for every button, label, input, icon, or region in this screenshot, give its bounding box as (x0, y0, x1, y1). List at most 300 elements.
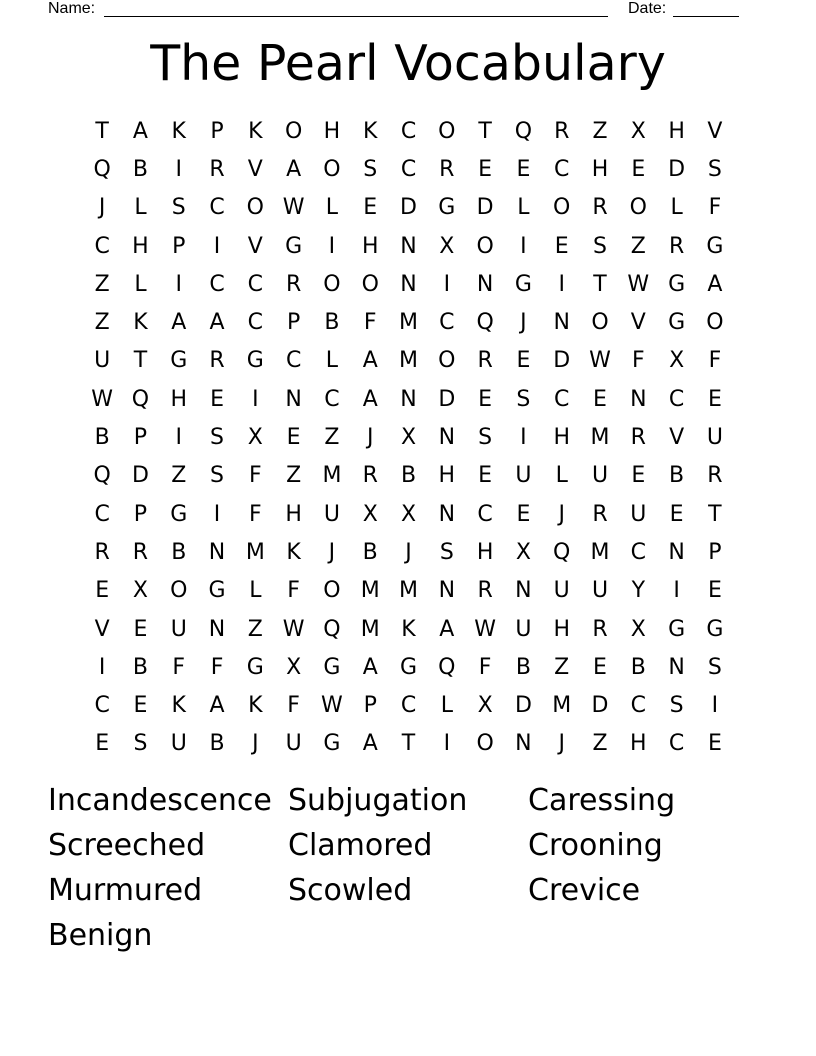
grid-cell[interactable]: Q (93, 463, 111, 489)
grid-cell[interactable]: D (591, 693, 609, 719)
grid-cell[interactable]: E (210, 386, 224, 412)
grid-cell[interactable]: I (175, 156, 182, 182)
grid-cell[interactable]: P (708, 539, 722, 565)
grid-cell[interactable]: M (399, 348, 419, 374)
grid-cell[interactable]: H (132, 233, 149, 259)
grid-cell[interactable]: C (285, 348, 302, 374)
grid-cell[interactable]: K (401, 616, 416, 642)
grid-cell[interactable]: D (131, 463, 149, 489)
grid-cell[interactable]: R (554, 118, 570, 144)
grid-cell[interactable]: A (707, 271, 723, 297)
grid-cell[interactable]: L (517, 195, 530, 221)
grid-cell[interactable]: U (323, 501, 340, 527)
grid-cell[interactable]: B (171, 539, 187, 565)
grid-cell[interactable]: L (325, 195, 339, 221)
grid-cell[interactable]: S (363, 156, 378, 182)
grid-cell[interactable]: E (707, 578, 722, 604)
grid-cell[interactable]: E (631, 156, 646, 182)
grid-cell[interactable]: J (366, 425, 374, 451)
grid-cell[interactable]: U (591, 578, 609, 604)
grid-cell[interactable]: O (629, 195, 647, 221)
grid-cell[interactable]: K (248, 693, 263, 719)
grid-cell[interactable]: A (362, 348, 378, 374)
grid-cell[interactable]: M (552, 693, 572, 719)
grid-cell[interactable]: O (170, 578, 188, 604)
grid-cell[interactable]: H (476, 539, 494, 565)
grid-cell[interactable]: N (668, 539, 685, 565)
grid-cell[interactable]: R (592, 501, 608, 527)
grid-cell[interactable]: C (247, 310, 264, 336)
grid-cell[interactable]: X (669, 348, 685, 374)
grid-cell[interactable]: U (170, 731, 187, 757)
grid-cell[interactable]: F (708, 195, 722, 221)
grid-cell[interactable]: F (249, 463, 262, 489)
grid-cell[interactable]: F (478, 654, 492, 680)
grid-cell[interactable]: Y (631, 578, 646, 604)
grid-cell[interactable]: W (91, 386, 114, 412)
grid-cell[interactable]: L (555, 463, 568, 489)
grid-cell[interactable]: U (515, 616, 532, 642)
grid-cell[interactable]: N (630, 386, 647, 412)
grid-cell[interactable]: G (246, 654, 264, 680)
grid-cell[interactable]: L (325, 348, 339, 374)
grid-cell[interactable]: N (400, 233, 417, 259)
grid-cell[interactable]: S (669, 693, 684, 719)
grid-cell[interactable]: M (360, 616, 380, 642)
grid-cell[interactable]: C (94, 233, 110, 259)
grid-cell[interactable]: H (630, 731, 647, 757)
grid-cell[interactable]: L (134, 271, 147, 297)
grid-cell[interactable]: A (209, 310, 225, 336)
grid-cell[interactable]: V (630, 310, 646, 336)
grid-cell[interactable]: P (210, 118, 224, 144)
grid-cell[interactable]: X (439, 233, 455, 259)
grid-cell[interactable]: X (630, 616, 646, 642)
grid-cell[interactable]: N (515, 731, 532, 757)
word-bank (48, 778, 768, 958)
grid-cell[interactable]: Z (554, 654, 570, 680)
grid-cell[interactable]: Z (630, 233, 646, 259)
grid-cell[interactable]: C (400, 156, 417, 182)
grid-cell[interactable]: L (440, 693, 453, 719)
grid-cell[interactable]: R (209, 348, 225, 374)
grid-cell[interactable]: B (94, 425, 110, 451)
grid-cell[interactable]: E (669, 501, 684, 527)
grid-cell[interactable]: E (554, 233, 569, 259)
grid-cell[interactable]: O (323, 578, 341, 604)
grid-cell[interactable]: E (593, 654, 607, 680)
grid-cell[interactable]: I (213, 501, 221, 527)
grid-cell[interactable]: W (627, 271, 650, 297)
grid-cell[interactable]: R (477, 348, 493, 374)
grid-cell[interactable]: H (668, 118, 685, 144)
grid-cell[interactable]: F (287, 578, 300, 604)
grid-cell[interactable]: R (132, 539, 149, 565)
grid-cell[interactable]: J (520, 310, 527, 336)
grid-cell[interactable]: X (286, 654, 302, 680)
grid-cell[interactable]: I (175, 271, 182, 297)
grid-cell[interactable]: P (363, 693, 377, 719)
grid-cell[interactable]: R (668, 233, 685, 259)
grid-cell[interactable]: Q (93, 156, 111, 182)
grid-cell[interactable]: G (285, 233, 303, 259)
grid-cell[interactable]: U (630, 501, 647, 527)
grid-cell[interactable]: C (209, 271, 225, 297)
grid-cell[interactable]: O (284, 118, 303, 144)
grid-cell[interactable]: K (133, 310, 148, 336)
grid-cell[interactable]: L (249, 578, 262, 604)
grid-cell[interactable]: Q (514, 118, 533, 144)
grid-cell[interactable]: C (630, 693, 646, 719)
grid-cell[interactable]: P (133, 425, 148, 451)
grid-cell[interactable]: U (553, 578, 570, 604)
letter-grid (83, 112, 734, 763)
grid-cell[interactable]: U (591, 463, 609, 489)
grid-cell[interactable]: R (592, 616, 608, 642)
grid-cell[interactable]: G (323, 731, 341, 757)
grid-cell[interactable]: E (478, 386, 493, 412)
grid-cell[interactable]: B (362, 539, 378, 565)
grid-cell[interactable]: Q (476, 310, 494, 336)
grid-cell[interactable]: B (132, 156, 148, 182)
grid-cell[interactable]: H (170, 386, 188, 412)
grid-cell[interactable]: E (478, 463, 493, 489)
grid-cell[interactable]: C (94, 693, 110, 719)
grid-cell[interactable]: K (171, 118, 186, 144)
grid-cell[interactable]: M (399, 578, 419, 604)
grid-cell[interactable]: Z (94, 271, 110, 297)
grid-cell[interactable]: E (516, 501, 531, 527)
grid-cell[interactable]: S (439, 539, 454, 565)
grid-cell[interactable]: G (668, 271, 686, 297)
grid-cell[interactable]: T (133, 348, 148, 374)
grid-cell[interactable]: X (247, 425, 263, 451)
grid-cell[interactable]: N (515, 578, 532, 604)
grid-cell[interactable]: Z (286, 463, 302, 489)
grid-cell[interactable]: M (590, 539, 610, 565)
grid-cell[interactable]: E (631, 463, 646, 489)
grid-cell[interactable]: B (324, 310, 340, 336)
grid-cell[interactable]: G (438, 195, 456, 221)
grid-cell[interactable]: G (323, 654, 341, 680)
grid-cell[interactable]: F (287, 693, 300, 719)
word-bank-item: Clamored (288, 828, 433, 863)
grid-cell[interactable]: A (286, 156, 302, 182)
grid-cell[interactable]: F (708, 348, 722, 374)
grid-cell[interactable]: K (363, 118, 378, 144)
grid-cell[interactable]: I (175, 425, 182, 451)
grid-cell[interactable]: J (405, 539, 412, 565)
grid-cell[interactable]: V (247, 156, 263, 182)
grid-cell[interactable]: G (246, 348, 264, 374)
grid-cell[interactable]: L (670, 195, 683, 221)
grid-cell[interactable]: D (476, 195, 494, 221)
grid-cell[interactable]: E (707, 731, 722, 757)
grid-cell[interactable]: I (213, 233, 221, 259)
grid-cell[interactable]: O (323, 156, 341, 182)
grid-cell[interactable]: O (438, 118, 456, 144)
grid-cell[interactable]: J (98, 195, 106, 221)
grid-cell[interactable]: T (593, 271, 607, 297)
grid-cell[interactable]: Q (323, 616, 341, 642)
grid-cell[interactable]: C (439, 310, 455, 336)
grid-cell[interactable]: C (247, 271, 264, 297)
grid-cell[interactable]: U (706, 425, 723, 451)
grid-cell[interactable]: C (477, 501, 493, 527)
grid-cell[interactable]: E (95, 578, 110, 604)
grid-cell[interactable]: I (558, 271, 565, 297)
grid-cell[interactable]: O (476, 233, 494, 259)
page-title: The Pearl Vocabulary (150, 35, 666, 92)
grid-cell[interactable]: X (477, 693, 493, 719)
grid-cell[interactable]: S (516, 386, 531, 412)
grid-cell[interactable]: Z (171, 463, 187, 489)
grid-cell[interactable]: M (322, 463, 342, 489)
grid-cell[interactable]: N (285, 386, 302, 412)
word-bank-item: Incandescence (48, 783, 272, 818)
grid-cell[interactable]: Z (94, 310, 110, 336)
grid-cell[interactable]: H (323, 118, 341, 144)
grid-cell[interactable]: J (252, 731, 259, 757)
grid-cell[interactable]: O (476, 731, 494, 757)
grid-cell[interactable]: P (172, 233, 186, 259)
grid-cell[interactable]: C (94, 501, 110, 527)
grid-cell[interactable]: J (558, 501, 565, 527)
grid-cell[interactable]: D (553, 348, 571, 374)
grid-cell[interactable]: W (321, 693, 343, 719)
grid-cell[interactable]: C (324, 386, 340, 412)
grid-cell[interactable]: N (438, 425, 456, 451)
grid-cell[interactable]: I (673, 578, 680, 604)
grid-cell[interactable]: R (439, 156, 455, 182)
grid-cell[interactable]: G (170, 501, 188, 527)
grid-cell[interactable]: Z (592, 118, 608, 144)
grid-cell[interactable]: J (328, 539, 336, 565)
grid-cell[interactable]: G (668, 616, 686, 642)
grid-cell[interactable]: S (133, 731, 148, 757)
grid-cell[interactable]: N (438, 578, 456, 604)
grid-cell[interactable]: W (474, 616, 496, 642)
grid-cell[interactable]: H (438, 463, 456, 489)
grid-cell[interactable]: T (708, 501, 722, 527)
grid-cell[interactable]: O (438, 348, 456, 374)
grid-cell[interactable]: O (591, 310, 609, 336)
grid-cell[interactable]: E (593, 386, 607, 412)
grid-cell[interactable]: O (553, 195, 571, 221)
grid-cell[interactable]: K (286, 539, 301, 565)
grid-cell[interactable]: G (399, 654, 418, 680)
grid-cell[interactable]: A (362, 731, 378, 757)
grid-cell[interactable]: O (706, 310, 724, 336)
grid-cell[interactable]: D (668, 156, 686, 182)
grid-cell[interactable]: E (516, 348, 531, 374)
grid-cell[interactable]: C (400, 118, 417, 144)
grid-cell[interactable]: C (630, 539, 646, 565)
grid-cell[interactable]: I (98, 654, 106, 680)
grid-cell[interactable]: D (400, 195, 417, 221)
grid-cell[interactable]: S (478, 425, 493, 451)
grid-cell[interactable]: C (400, 693, 417, 719)
grid-cell[interactable]: V (247, 233, 263, 259)
grid-cell[interactable]: K (248, 118, 263, 144)
grid-cell[interactable]: Q (131, 386, 150, 412)
grid-cell[interactable]: R (630, 425, 646, 451)
grid-cell[interactable]: S (707, 654, 722, 680)
grid-cell[interactable]: S (707, 156, 722, 182)
grid-cell[interactable]: M (590, 425, 610, 451)
grid-cell[interactable]: E (133, 616, 148, 642)
grid-cell[interactable]: W (589, 348, 611, 374)
grid-cell[interactable]: C (668, 731, 685, 757)
grid-cell[interactable]: R (209, 156, 225, 182)
grid-cell[interactable]: N (476, 271, 494, 297)
grid-cell[interactable]: N (208, 616, 226, 642)
grid-cell[interactable]: O (361, 271, 379, 297)
grid-cell[interactable]: F (249, 501, 262, 527)
grid-cell[interactable]: C (554, 386, 570, 412)
grid-cell[interactable]: I (520, 233, 527, 259)
grid-cell[interactable]: D (438, 386, 456, 412)
grid-cell[interactable]: B (400, 463, 417, 489)
grid-cell[interactable]: V (94, 616, 110, 642)
date-blank-line[interactable] (673, 16, 739, 17)
grid-cell[interactable]: C (668, 386, 685, 412)
grid-cell[interactable]: R (707, 463, 723, 489)
grid-cell[interactable]: R (362, 463, 378, 489)
grid-cell[interactable]: T (478, 118, 492, 144)
grid-cell[interactable]: S (210, 463, 225, 489)
grid-cell[interactable]: X (400, 425, 417, 451)
grid-cell[interactable]: H (285, 501, 302, 527)
grid-cell[interactable]: N (553, 310, 570, 336)
grid-cell[interactable]: B (209, 731, 225, 757)
grid-cell[interactable]: O (246, 195, 264, 221)
grid-cell[interactable]: H (553, 616, 570, 642)
grid-cell[interactable]: M (245, 539, 265, 565)
grid-cell[interactable]: X (132, 578, 148, 604)
grid-cell[interactable]: P (133, 501, 148, 527)
grid-cell[interactable]: S (171, 195, 186, 221)
grid-cell[interactable]: A (209, 693, 225, 719)
grid-cell[interactable]: N (438, 501, 456, 527)
word-bank-item: Benign (48, 918, 153, 953)
grid-cell[interactable]: N (208, 539, 226, 565)
grid-cell[interactable]: B (515, 654, 531, 680)
grid-cell[interactable]: V (669, 425, 685, 451)
grid-cell[interactable]: B (630, 654, 646, 680)
grid-cell[interactable]: A (132, 118, 148, 144)
grid-cell[interactable]: H (591, 156, 609, 182)
grid-cell[interactable]: I (711, 693, 719, 719)
grid-cell[interactable]: J (558, 731, 565, 757)
grid-cell[interactable]: D (514, 693, 532, 719)
grid-cell[interactable]: C (209, 195, 225, 221)
grid-cell[interactable]: G (706, 233, 724, 259)
grid-cell[interactable]: H (361, 233, 379, 259)
grid-cell[interactable]: E (516, 156, 531, 182)
grid-cell[interactable]: Z (592, 731, 608, 757)
grid-cell[interactable]: R (477, 578, 493, 604)
date-label: Date: (628, 0, 667, 17)
grid-cell[interactable]: A (439, 616, 455, 642)
grid-cell[interactable]: I (520, 425, 527, 451)
grid-cell[interactable]: E (95, 731, 110, 757)
grid-cell[interactable]: E (707, 386, 722, 412)
grid-cell[interactable]: W (282, 616, 305, 642)
grid-cell[interactable]: C (554, 156, 570, 182)
grid-cell[interactable]: T (401, 731, 416, 757)
grid-cell[interactable]: U (285, 731, 302, 757)
grid-cell[interactable]: N (400, 271, 417, 297)
grid-cell[interactable]: I (443, 271, 451, 297)
grid-cell[interactable]: N (400, 386, 417, 412)
grid-cell[interactable]: G (668, 310, 686, 336)
grid-cell[interactable]: K (171, 693, 186, 719)
grid-cell[interactable]: V (707, 118, 723, 144)
grid-cell[interactable]: Q (438, 654, 456, 680)
grid-cell[interactable]: F (631, 348, 645, 374)
grid-cell[interactable]: B (669, 463, 685, 489)
grid-cell[interactable]: F (210, 654, 224, 680)
grid-cell[interactable]: X (515, 539, 531, 565)
grid-cell[interactable]: Z (324, 425, 340, 451)
grid-cell[interactable]: E (478, 156, 493, 182)
grid-cell[interactable]: Z (247, 616, 263, 642)
grid-cell[interactable]: G (170, 348, 188, 374)
grid-cell[interactable]: E (363, 195, 378, 221)
grid-cell[interactable]: I (443, 731, 451, 757)
grid-cell[interactable]: M (399, 310, 419, 336)
grid-cell[interactable]: W (282, 195, 305, 221)
grid-cell[interactable]: I (252, 386, 259, 412)
grid-cell[interactable]: R (94, 539, 110, 565)
grid-cell[interactable]: U (515, 463, 532, 489)
grid-cell[interactable]: E (133, 693, 148, 719)
grid-cell[interactable]: B (132, 654, 148, 680)
grid-cell[interactable]: X (630, 118, 646, 144)
grid-cell[interactable]: S (210, 425, 225, 451)
grid-cell[interactable]: Q (553, 539, 571, 565)
grid-cell[interactable]: O (323, 271, 341, 297)
grid-cell[interactable]: A (171, 310, 187, 336)
grid-cell[interactable]: L (134, 195, 147, 221)
grid-cell[interactable]: X (400, 501, 417, 527)
grid-cell[interactable]: R (285, 271, 302, 297)
name-blank-line[interactable] (104, 16, 608, 17)
grid-cell[interactable]: P (286, 310, 301, 336)
grid-cell[interactable]: G (208, 578, 226, 604)
grid-cell[interactable]: R (592, 195, 608, 221)
header-line (48, 0, 748, 20)
grid-cell[interactable]: F (172, 654, 186, 680)
grid-cell[interactable]: A (362, 654, 378, 680)
grid-cell[interactable]: F (363, 310, 377, 336)
grid-cell[interactable]: A (362, 386, 378, 412)
grid-cell[interactable]: I (328, 233, 336, 259)
grid-cell[interactable]: G (514, 271, 532, 297)
grid-cell[interactable]: G (706, 616, 724, 642)
grid-cell[interactable]: M (360, 578, 380, 604)
grid-cell[interactable]: N (668, 654, 685, 680)
word-bank-item: Subjugation (288, 783, 468, 818)
grid-cell[interactable]: T (95, 118, 109, 144)
grid-cell[interactable]: E (286, 425, 301, 451)
grid-cell[interactable]: U (94, 348, 111, 374)
grid-cell[interactable]: U (170, 616, 187, 642)
grid-cell[interactable]: S (593, 233, 607, 259)
grid-cell[interactable]: X (362, 501, 378, 527)
grid-cell[interactable]: H (553, 425, 570, 451)
